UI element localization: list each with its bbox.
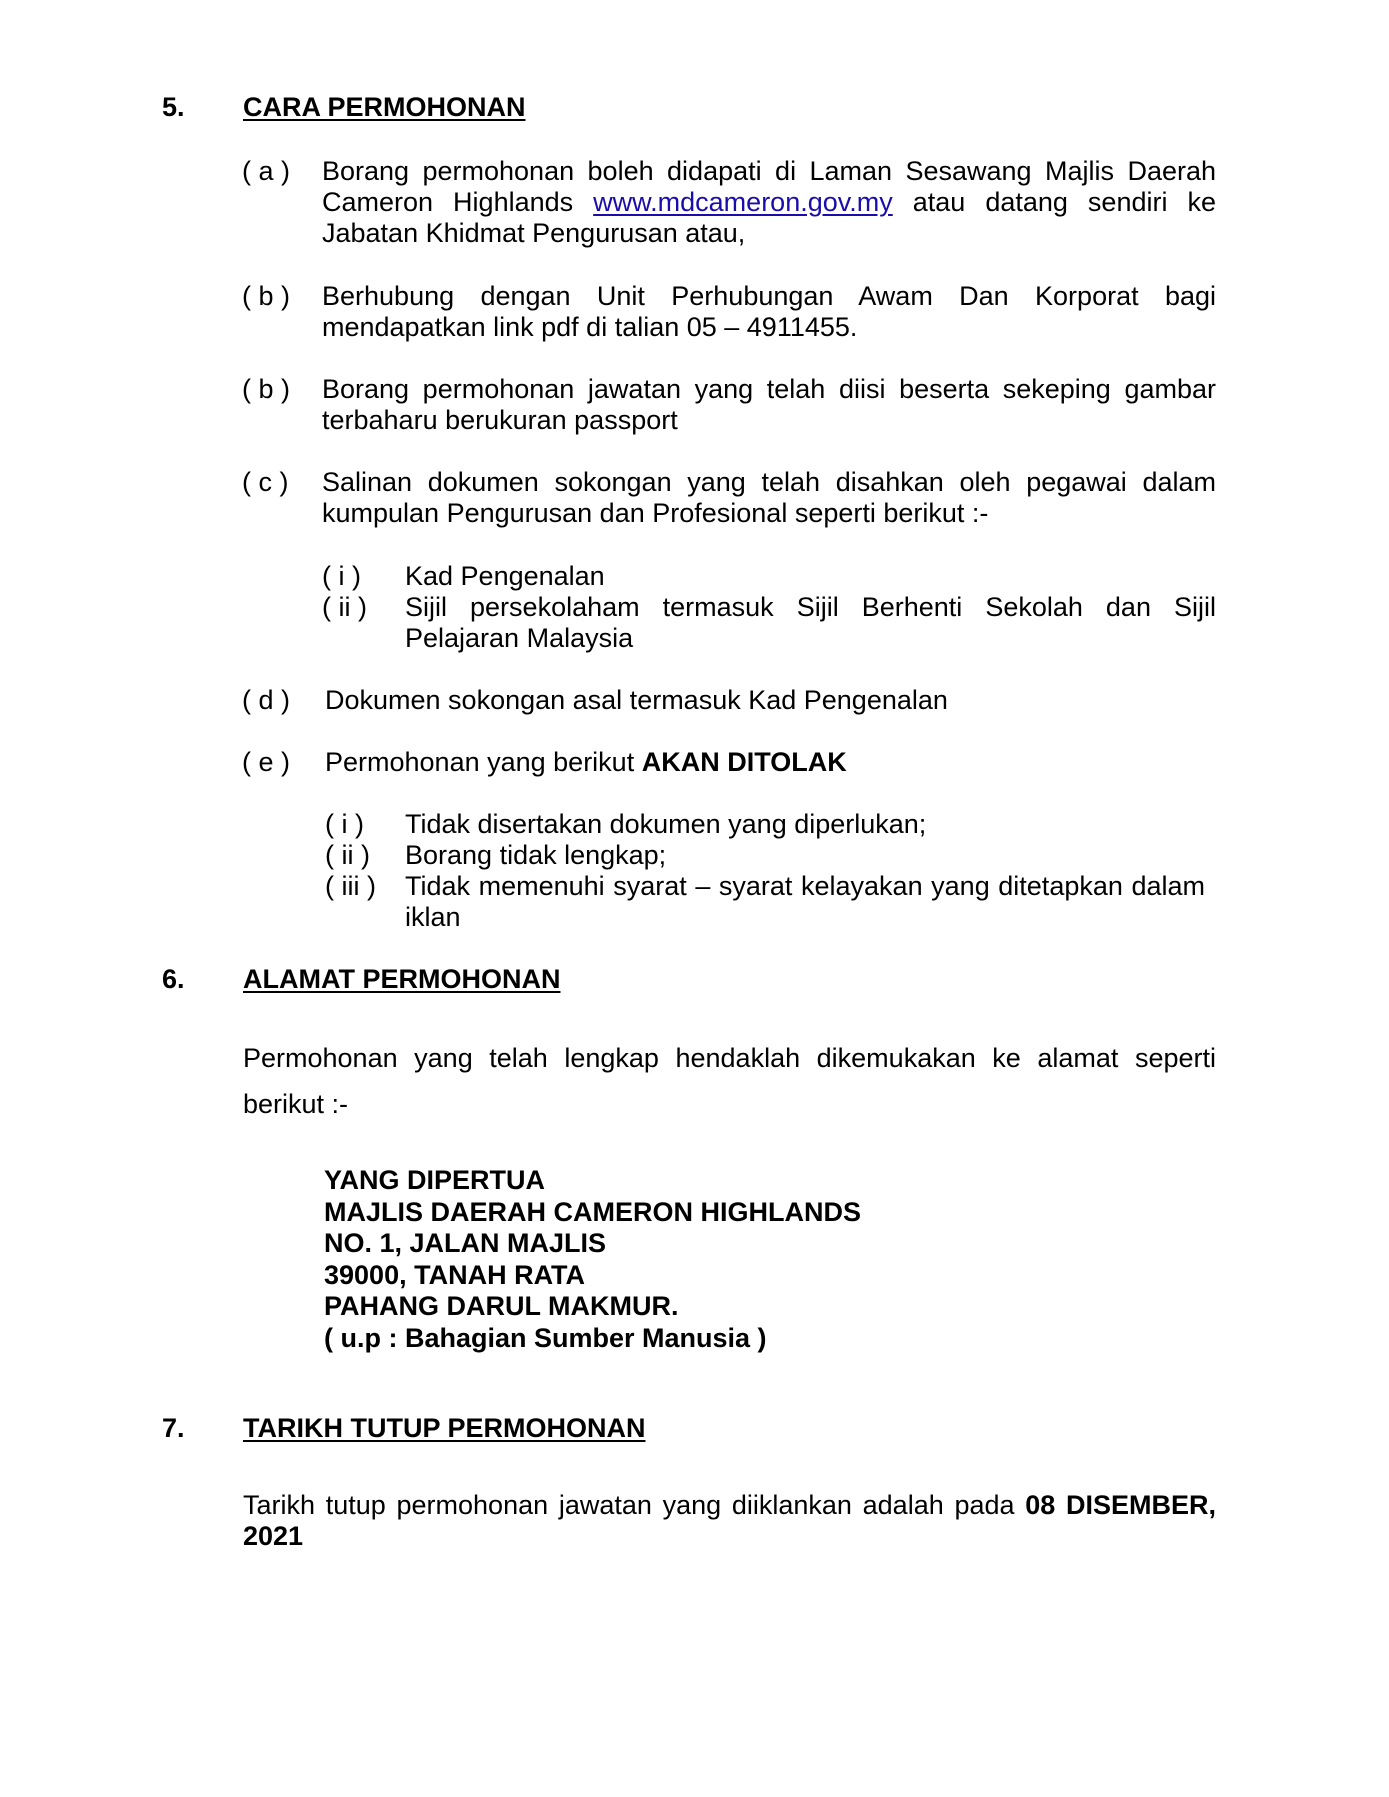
section-6-heading: ALAMAT PERMOHONAN	[243, 964, 561, 994]
item-e-ii-label: ( ii )	[325, 840, 370, 870]
item-e-i-text: Tidak disertakan dokumen yang diperlukan;	[405, 809, 927, 839]
item-b1-text: Berhubung dengan Unit Perhubungan Awam Dan Korporat bagi mendapatkan link pdf di talian 05 – 4911455.	[322, 281, 1216, 342]
section-7-body	[243, 1490, 1216, 1552]
item-c-label: ( c )	[242, 467, 289, 497]
section-5-heading: CARA PERMOHONAN	[243, 92, 526, 122]
item-e-text-pre: Permohonan yang berikut	[325, 747, 642, 777]
address-line: PAHANG DARUL MAKMUR.	[324, 1291, 679, 1321]
item-e-i-label: ( i )	[325, 809, 364, 839]
item-c-i-label: ( i )	[322, 561, 361, 591]
item-c-ii-label: ( ii )	[322, 592, 367, 622]
item-e-label: ( e )	[242, 747, 291, 777]
item-a-text-post: atau datang sendiri ke Jabatan Khidmat Pengurusan atau,	[322, 187, 1216, 248]
item-e-text	[325, 747, 1219, 778]
address-line: NO. 1, JALAN MAJLIS	[324, 1228, 607, 1258]
item-e-iii-text: Tidak memenuhi syarat – syarat kelayakan yang ditetapkan dalam iklan	[405, 871, 1205, 932]
item-e-ii-text: Borang tidak lengkap;	[405, 840, 667, 870]
closing-date: 08 DISEMBER, 2021	[243, 1490, 1216, 1551]
address-block	[324, 1165, 861, 1354]
item-b2-text: Borang permohonan jawatan yang telah diisi beserta sekeping gambar terbaharu berukuran passport	[322, 374, 1216, 435]
item-a-label: ( a )	[242, 156, 291, 186]
item-a-text	[322, 156, 1216, 249]
item-e-text-bold: AKAN DITOLAK	[641, 747, 847, 777]
item-c-text: Salinan dokumen sokongan yang telah disahkan oleh pegawai dalam kumpulan Pengurusan dan Profesional seperti berikut :-	[322, 467, 1216, 528]
address-line: ( u.p : Bahagian Sumber Manusia )	[324, 1322, 767, 1353]
section-6-number: 6.	[162, 964, 185, 994]
item-d-label: ( d )	[242, 685, 291, 715]
item-c-ii-text: Sijil persekolaham termasuk Sijil Berhenti Sekolah dan Sijil Pelajaran Malaysia	[405, 592, 1216, 653]
section-7-body-pre: Tarikh tutup permohonan jawatan yang diiklankan adalah pada	[243, 1490, 1026, 1520]
address-line: YANG DIPERTUA	[324, 1165, 546, 1195]
address-line: 39000, TANAH RATA	[324, 1259, 586, 1290]
item-b1-label: ( b )	[242, 281, 291, 311]
section-7-heading: TARIKH TUTUP PERMOHONAN	[243, 1413, 646, 1443]
section-6-body: Permohonan yang telah lengkap hendaklah dikemukakan ke alamat seperti berikut :-	[243, 1043, 1216, 1119]
section-7-number: 7.	[162, 1413, 185, 1443]
section-5-number: 5.	[162, 92, 185, 122]
address-line: MAJLIS DAERAH CAMERON HIGHLANDS	[324, 1196, 862, 1227]
item-d-text: Dokumen sokongan asal termasuk Kad Pengenalan	[325, 685, 948, 715]
item-c-i-text: Kad Pengenalan	[405, 561, 605, 591]
item-b2-label: ( b )	[242, 374, 291, 404]
item-a-text-pre: Borang permohonan boleh didapati di Laman Sesawang Majlis Daerah Cameron Highlands	[322, 156, 1216, 217]
website-link[interactable]: www.mdcameron.gov.my	[593, 187, 893, 217]
item-e-iii-label: ( iii )	[325, 871, 376, 901]
